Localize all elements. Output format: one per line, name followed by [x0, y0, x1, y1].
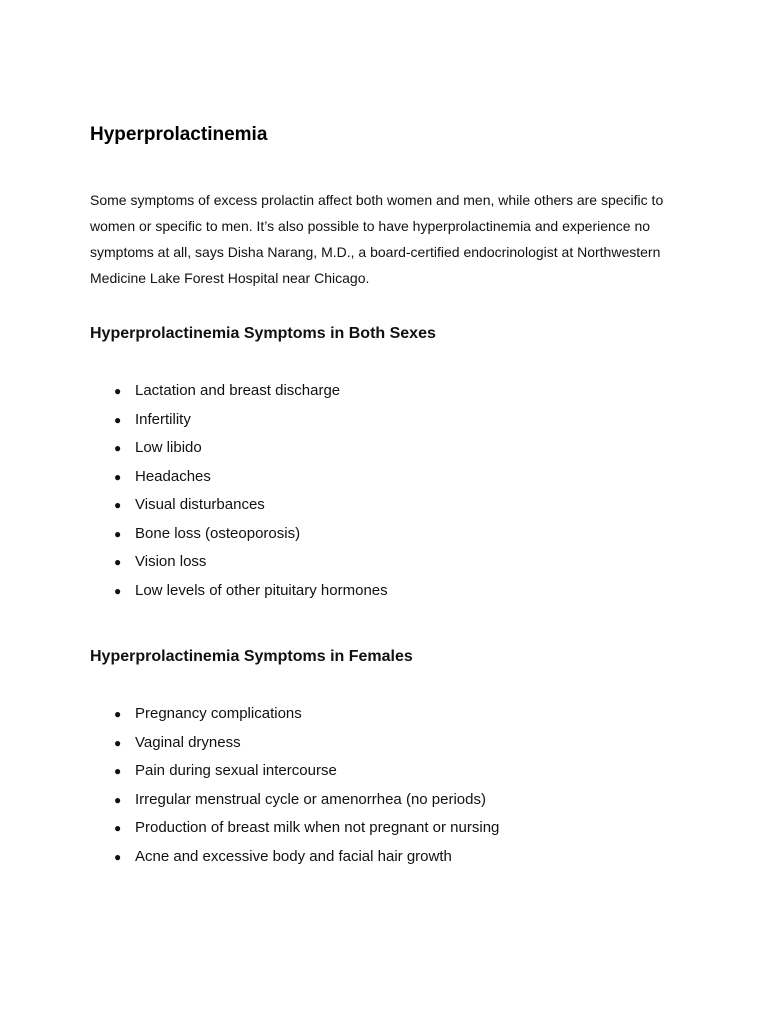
list-item: [90, 577, 388, 606]
list-item: [90, 729, 499, 758]
bullet-icon: ●: [114, 469, 122, 484]
bullet-icon: ●: [114, 412, 122, 427]
section-heading-both-sexes: Hyperprolactinemia Symptoms in Both Sexes: [90, 325, 436, 342]
bullet-icon: ●: [114, 849, 122, 864]
list-item-text: Irregular menstrual cycle or amenorrhea (no periods): [135, 790, 486, 808]
list-item-text: Low levels of other pituitary hormones: [135, 581, 388, 599]
bullet-icon: ●: [114, 526, 122, 541]
bullet-icon: ●: [114, 498, 122, 512]
list-item-text: Pain during sexual intercourse: [135, 762, 337, 779]
section-heading-females: Hyperprolactinemia Symptoms in Females: [90, 648, 413, 665]
list-item-text: Visual disturbances: [135, 496, 265, 513]
list-item-text: Lactation and breast discharge: [135, 382, 341, 399]
list-item: [90, 843, 499, 872]
page-title: Hyperprolactinemia: [90, 124, 268, 145]
list-item-text: Pregnancy complications: [135, 705, 302, 722]
bullet-icon: ●: [114, 821, 122, 835]
list-item-text: Vision loss: [135, 553, 207, 570]
list-item-text: Headaches: [135, 467, 211, 485]
list-item: [90, 491, 388, 520]
symptom-list-females: [90, 700, 499, 871]
bullet-icon: ●: [114, 555, 122, 569]
bullet-icon: ●: [114, 384, 122, 398]
list-item-text: Infertility: [135, 410, 191, 428]
bullet-icon: ●: [114, 764, 122, 778]
bullet-icon: ●: [114, 735, 122, 750]
symptom-list-both-sexes: [90, 377, 388, 605]
list-item: [90, 520, 388, 549]
bullet-icon: ●: [114, 707, 122, 721]
list-item: [90, 700, 499, 729]
list-item: [90, 434, 388, 463]
bullet-icon: ●: [114, 792, 122, 807]
list-item: [90, 814, 499, 843]
list-item: [90, 757, 499, 786]
bullet-icon: ●: [114, 441, 122, 455]
list-item: [90, 406, 388, 435]
intro-paragraph: Some symptoms of excess prolactin affect both women and men, while others are specific to women or specific to men. It’s also possible to have hyperprolactinemia and experience no symptoms at all, says Disha Narang, M.D., a board-certified endocrinologist at Northwestern Medicine Lake Forest Hospital near Chicago.: [90, 192, 664, 286]
list-item: [90, 377, 388, 406]
list-item: [90, 548, 388, 577]
list-item: [90, 786, 499, 815]
list-item-text: Production of breast milk when not pregnant or nursing: [135, 819, 500, 836]
list-item-text: Acne and excessive body and facial hair growth: [135, 847, 452, 865]
list-item-text: Bone loss (osteoporosis): [135, 524, 301, 542]
list-item-text: Vaginal dryness: [135, 733, 241, 751]
list-item: [90, 463, 388, 492]
bullet-icon: ●: [114, 583, 122, 598]
list-item-text: Low libido: [135, 439, 202, 456]
